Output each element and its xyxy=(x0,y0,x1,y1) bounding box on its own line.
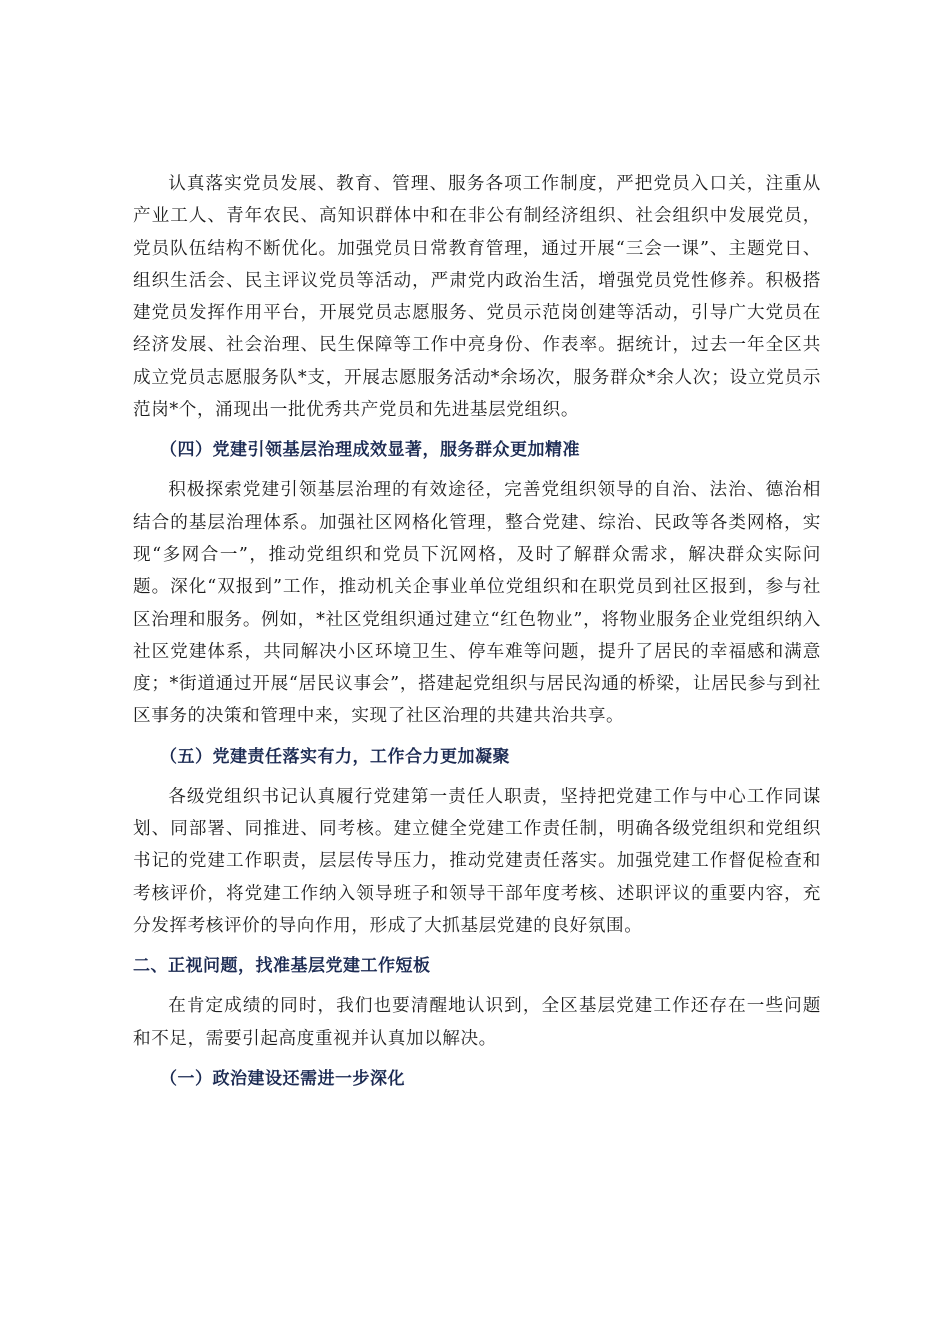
body-paragraph: 认真落实党员发展、教育、管理、服务各项工作制度，严把党员入口关，注重从产业工人、青年农民、高知识群体中和在非公有制经济组织、社会组织中发展党员，党员队伍结构不断优化。加强党员日常教育管理，通过开展“三会一课”、主题党日、组织生活会、民主评议党员等活动，严肃党内政治生活，增强党员党性修养。积极搭建党员发挥作用平台，开展党员志愿服务、党员示范岗创建等活动，引导广大党员在经济发展、社会治理、民生保障等工作中亮身份、作表率。据统计，过去一年全区共成立党员志愿服务队*支，开展志愿服务活动*余场次，服务群众*余人次；设立党员示范岗*个，涌现出一批优秀共产党员和先进基层党组织。 xyxy=(133,174,821,421)
body-paragraph: 各级党组织书记认真履行党建第一责任人职责，坚持把党建工作与中心工作同谋划、同部署、同推进、同考核。建立健全党建工作责任制，明确各级党组织和党组织书记的党建工作职责，层层传导压力，推动党建责任落实。加强党建工作督促检查和考核评价，将党建工作纳入领导班子和领导干部年度考核、述职评议的重要内容，充分发挥考核评价的导向作用，形成了大抓基层党建的良好氛围。 xyxy=(133,786,821,936)
document-body xyxy=(133,168,821,1095)
body-paragraph: 积极探索党建引领基层治理的有效途径，完善党组织领导的自治、法治、德治相结合的基层治理体系。加强社区网格化管理，整合党建、综治、民政等各类网格，实现“多网合一”，推动党组织和党员下沉网格，及时了解群众需求，解决群众实际问题。深化“双报到”工作，推动机关企事业单位党组织和在职党员到社区报到，参与社区治理和服务。例如，*社区党组织通过建立“红色物业”，将物业服务企业党组织纳入社区党建体系，共同解决小区环境卫生、停车难等问题，提升了居民的幸福感和满意度；*街道通过开展“居民议事会”，搭建起党组织与居民沟通的桥梁，让居民参与到社区事务的决策和管理中来，实现了社区治理的共建共治共享。 xyxy=(133,480,821,727)
body-paragraph: 在肯定成绩的同时，我们也要清醒地认识到，全区基层党建工作还存在一些问题和不足，需要引起高度重视并认真加以解决。 xyxy=(133,996,821,1049)
subsection-heading: （五）党建责任落实有力，工作合力更加凝聚 xyxy=(160,746,510,767)
section-heading: 二、正视问题，找准基层党建工作短板 xyxy=(133,956,431,977)
subsection-heading: （一）政治建设还需进一步深化 xyxy=(160,1068,405,1089)
subsection-heading: （四）党建引领基层治理成效显著，服务群众更加精准 xyxy=(160,440,580,461)
